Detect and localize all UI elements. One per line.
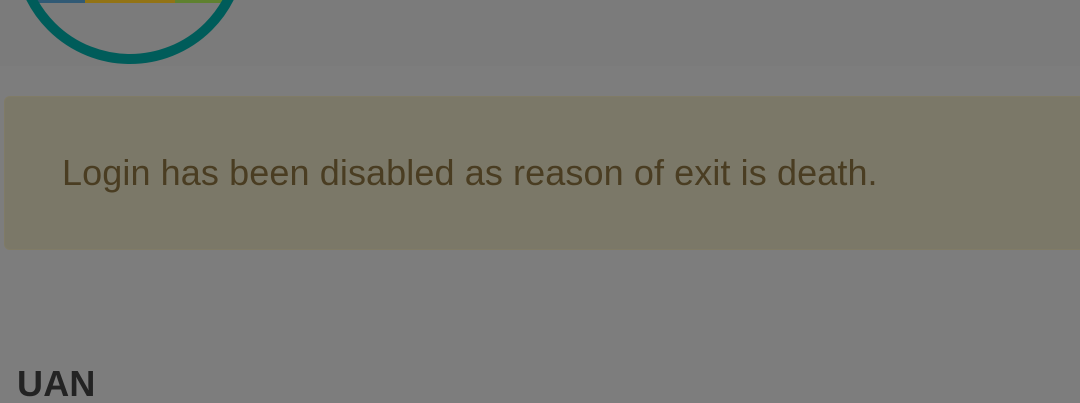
login-disabled-alert [4,96,1080,250]
uan-label: UAN [17,363,96,403]
alert-message: Login has been disabled as reason of exit is death. [62,152,878,194]
organization-logo [0,0,260,70]
